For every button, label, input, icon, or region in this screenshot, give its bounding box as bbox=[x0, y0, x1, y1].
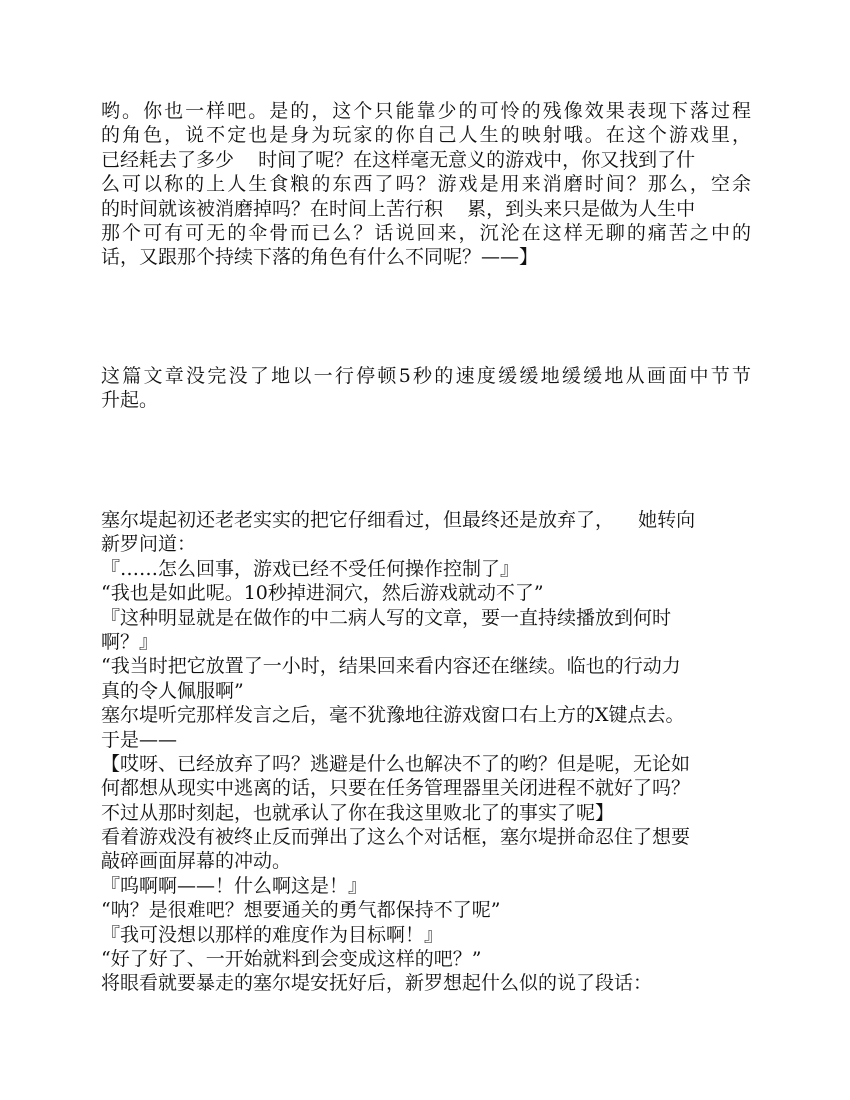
text-line: 敲碎画面屏幕的冲动。 bbox=[101, 850, 292, 873]
text-line: 『我可没想以那样的难度作为目标啊！』 bbox=[101, 923, 444, 946]
text-line: 不过从那时刻起，也就承认了你在我这里败北了的事实了呢】 bbox=[101, 801, 615, 824]
text-line: 看着游戏没有被终止反而弹出了这么个对话框，塞尔堤拼命忍住了想要 bbox=[101, 826, 691, 849]
paragraph-dialogue bbox=[101, 508, 751, 996]
text-line: 话，又跟那个持续下落的角色有什么不同呢？——】 bbox=[101, 246, 539, 269]
text-line: 塞尔堤起初还老老实实的把它仔细看过，但最终还是放弃了， 她转向 bbox=[101, 509, 696, 531]
text-line: 真的令人佩服啊” bbox=[101, 679, 244, 702]
text-line: 升起。 bbox=[101, 389, 159, 412]
text-line: “我当时把它放置了一小时，结果回来看内容还在继续。临也的行动力 bbox=[101, 655, 681, 678]
text-line: 【哎呀、已经放弃了吗？逃避是什么也解决不了的哟？但是呢，无论如 bbox=[101, 752, 691, 775]
text-line: 这篇文章没完没了地以一行停顿5秒的速度缓缓地缓缓地从画面中节节 bbox=[101, 365, 751, 387]
paragraph-game-message bbox=[101, 99, 751, 270]
text-line: 何都想从现实中逃离的话，只要在任务管理器里关闭进程不就好了吗？ bbox=[101, 777, 691, 800]
text-line: 那个可有可无的伞骨而已么？话说回来，沉沦在这样无聊的痛苦之中的 bbox=[101, 221, 751, 244]
text-line: “我也是如此呢。10秒掉进洞穴，然后游戏就动不了” bbox=[101, 582, 544, 605]
text-line: 的时间就该被消磨掉吗？在时间上苦行积 累，到头来只是做为人生中 bbox=[101, 197, 696, 220]
text-line: 塞尔堤听完那样发言之后，毫不犹豫地往游戏窗口右上方的X键点去。 bbox=[101, 704, 685, 727]
text-line: 于是—— bbox=[101, 728, 178, 751]
text-line: 的角色，说不定也是身为玩家的你自己人生的映射哦。在这个游戏里， bbox=[101, 124, 751, 147]
text-line: “好了好了、一开始就料到会变成这样的吧？” bbox=[101, 948, 482, 971]
text-line: 『呜啊啊——！什么啊这是！』 bbox=[101, 874, 368, 897]
text-line: “呐？是很难吧？想要通关的勇气都保持不了呢” bbox=[101, 899, 501, 922]
text-line: 啊？』 bbox=[101, 630, 159, 653]
text-line: 『这种明显就是在做作的中二病人写的文章，要一直持续播放到何时 bbox=[101, 606, 672, 629]
paragraph-scrolling-text bbox=[101, 364, 751, 413]
text-line: 将眼看就要暴走的塞尔堤安抚好后，新罗想起什么似的说了段话： bbox=[101, 972, 653, 995]
text-line: 已经耗去了多少 时间了呢？在这样毫无意义的游戏中，你又找到了什 bbox=[101, 148, 696, 171]
text-line: 『……怎么回事，游戏已经不受任何操作控制了』 bbox=[101, 557, 520, 580]
text-line: 么可以称的上人生食粮的东西了吗？游戏是用来消磨时间？那么，空余 bbox=[101, 173, 751, 196]
text-line: 哟。你也一样吧。是的，这个只能靠少的可怜的残像效果表现下落过程 bbox=[101, 100, 751, 122]
text-line: 新罗问道： bbox=[101, 533, 197, 556]
